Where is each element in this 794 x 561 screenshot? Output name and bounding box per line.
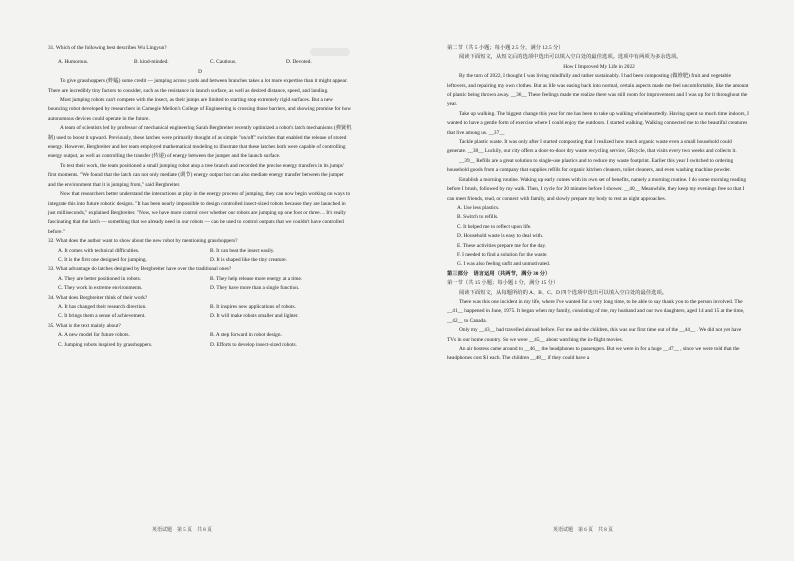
question-options xyxy=(48,284,352,293)
passage-letter: D xyxy=(198,68,202,75)
section-header: 第二节（共 5 小题；每小题 2.5 分，满分 12.5 分） xyxy=(447,45,564,51)
question-options xyxy=(48,341,352,350)
option: D. They have more than a single function. xyxy=(210,285,300,292)
option: E. These activities prepare me for the day. xyxy=(457,242,547,249)
paragraph: To give grasshoppers (蚱蜢) some credit — jumping across yards and between branches takes a lot more expertise than it might appear. There are incredibly tiny factors to consider, such as the resistance in launch surface, as well as desired distance, speed, and landing. xyxy=(48,78,348,94)
question-options xyxy=(48,247,352,256)
cloze-paragraph: Only my __43__ had travelled abroad before. For me and the children, this was our first time out of the __44__ . We did not yet have TVs in our home country. So we were __45__ about watching the in-flight movies. xyxy=(447,327,742,343)
option: C. Jumping robots inspired by grasshoppers. xyxy=(58,341,153,348)
section-header: 第一节（共 15 小题；每小题 1 分，满分 15 分） xyxy=(447,280,559,287)
paragraph: Establish a morning routine. Waking up early comes with its own set of benefits, namely a morning routine. I do some morning reading before I brush, followed by my walk. Then, I cycle for 20 minutes before I shower. __40__ Meanwhile, they keep my evenings free so that I can meet friends, read, or connect with family, and slowly prepare my body to rest as night approaches. xyxy=(447,176,747,202)
option: A. It comes with technical difficulties. xyxy=(58,247,140,254)
option: D. Devoted. xyxy=(286,59,312,66)
option: C. It helped me to reflect upon life. xyxy=(457,223,532,230)
paragraph: Tackle plastic waste. It was only after I started composting that I realized how much organic waste even a small household could generate. __38__ Luckily, our city offers a door-to-door dry waste recycling service, 5Rcycle, that visits every two weeks and collects it. xyxy=(447,139,737,155)
instructions: 阅读下面短文，从短文后的选项中选出可以填入空白处的最佳选项。选项中有两项为多余选项。 xyxy=(459,54,682,61)
paragraph: Most jumping robots can't compete with the insect, as their jumps are limited to starting stop extremely rigid surfaces. But a new bouncing robot developed by researchers in Carnegie Mellon's College of Engineering is crossing those barriers, and showing promise for how autonomous devices could operate in the future. xyxy=(48,97,352,122)
option: G. I was also feeling unfit and unmotivated. xyxy=(457,261,551,268)
q31-options xyxy=(48,58,352,67)
paragraph: __39__ Refills are a great solution to single-use plastics and to reduce my waste footprint. Earlier this year I switched to ordering household goods from a company that supplies refills for organic kitchen cleaners, toilet cleaners, and even washing machine powder. xyxy=(447,157,734,174)
option: D. Household waste is easy to deal with. xyxy=(457,233,544,240)
option: A. They are better positioned in robots. xyxy=(58,275,142,282)
option: D. It will make robots smaller and lighter. xyxy=(210,313,299,320)
left-page xyxy=(48,44,352,350)
option: A. Use less plastics. xyxy=(457,204,500,211)
q31-stem: 31. Which of the following best describes Wu Lingyun? xyxy=(48,45,167,51)
paragraph: Now that researchers better understand the interactions at play in the energy process of jumping, they can now begin working on ways to integrate this into future robotic designs. "It has been nearly impossible to design controlled insect-sized robots because they are launched in just milliseconds," explained Bergbreiter. "Now, we have more control over whether our robots are jumping up one foot or three… It's really fascinating that the latch — something that we already need in our robots — can be used to control outputs that we couldn't have controlled before." xyxy=(48,191,351,235)
option: B. kind-minded. xyxy=(134,59,169,66)
question-stem: 34. What does Bergbreiter think of their work? xyxy=(48,294,148,301)
paragraph: Take up walking. The biggest change this year for me has been to take up walking wholeheartedly. Having spent so much time indoors, I wanted to have a gentle form of exercise where I could enjoy the outdoors. I started walking. Walking connected me to the beautiful creatures that live among us. __37__ xyxy=(447,110,749,136)
option: A. A new model for future robots. xyxy=(58,332,130,339)
option: D. Efforts to develop insect-sized robots. xyxy=(210,341,297,348)
option: A. It has changed their research direction. xyxy=(58,303,147,310)
option: B. They help release more energy at a time. xyxy=(210,275,303,282)
option: C. Cautious. xyxy=(210,59,237,66)
question-stem: 33. What advantage do latches designed by Bergbreiter have over the traditional ones? xyxy=(48,266,232,273)
paragraph: To test their work, the team positioned a small jumping robot atop a tree branch and recorded the precise energy transfers in its jumps' first moments. "We found that the latch can not only mediate (调节) energy output but can also mediate energy transfer between the jumper and the environment that it is jumping from," said Bergbreiter. xyxy=(48,162,344,188)
option: B. It inspires new applications of robots. xyxy=(210,303,296,310)
right-footer: 英语试题 第 6 页 共 8 页 xyxy=(553,528,614,533)
option: B. It can beat the insect easily. xyxy=(210,247,275,254)
question-stem: 35. What is the text mainly about? xyxy=(48,322,121,329)
question-options xyxy=(48,331,352,340)
paragraph: A team of scientists led by professor of mechanical engineering Sarah Bergbreiter recently optimized a robot's latch mechanisms (弹簧机制) used to boost it upward. Previously, these latches were primarily thought of as simple "on/off" switches that enabled the release of stored energy. However, Bergbreiter and her team employed mathematical modeling to illustrate that these latches both were capable of controlling energy output, as well as controlling the transfer (传递) of energy between the jumper and the launch surface. xyxy=(48,125,352,160)
instructions: 阅读下面短文，从每题所给的 A、B、C、D 四个选项中选出可以填入空白处的最佳选项。 xyxy=(459,289,668,296)
option: A. Humorous. xyxy=(58,59,89,66)
option: B. Switch to refills. xyxy=(457,214,499,221)
paragraph: By the turn of 2022, I thought I was living mindfully and rather sustainably. I had been composting (做堆肥) fruit and vegetable leftovers, and repairing my own clothes. But as life was easing back into normal, certain aspects made me feel uncomfortable, like the amount of plastic being thrown away. __36__ These feelings made me realize there was still room for improvement and I was up for it throughout the year. xyxy=(447,73,749,108)
option: C. It is the first one designed for jumping. xyxy=(58,256,147,263)
cloze-paragraph: An air hostess came around to __46__ the headphones to passengers. But we were in for a huge __47__ , since we were told that the headphones cost $1 each. The children __48__ if they could have a xyxy=(447,346,740,362)
passage-title: How I Improved My Life in 2022 xyxy=(563,63,635,70)
question-options xyxy=(48,312,352,321)
question-stem: 32. What does the author want to show about the new robot by mentioning grasshoppers? xyxy=(48,238,238,245)
option: D. It is shaped like the tiny creature. xyxy=(210,256,287,263)
left-footer: 英语试题 第 5 页 共 8 页 xyxy=(152,528,213,533)
part-header: 第三部分 语言运用（共两节，满分 30 分） xyxy=(447,270,551,277)
option: F. I needed to find a solution for the waste. xyxy=(457,251,548,258)
question-options xyxy=(48,275,352,284)
question-options xyxy=(48,303,352,312)
option: B. A step forward in robot design. xyxy=(210,332,282,339)
option: C. It brings them a sense of achievement. xyxy=(58,313,146,320)
right-page xyxy=(447,44,751,364)
question-options xyxy=(48,256,352,265)
option: C. They work in extreme environments. xyxy=(58,285,143,292)
cloze-paragraph: There was this one incident in my life, where I've wanted for a very long time, to be able to say thank you to the person involved. The __41__ happened in June, 1975. It began when my family, consisting of me, my husband and our two daughters, aged 14 and 15 at the time, __42__ to Canada. xyxy=(447,298,745,324)
